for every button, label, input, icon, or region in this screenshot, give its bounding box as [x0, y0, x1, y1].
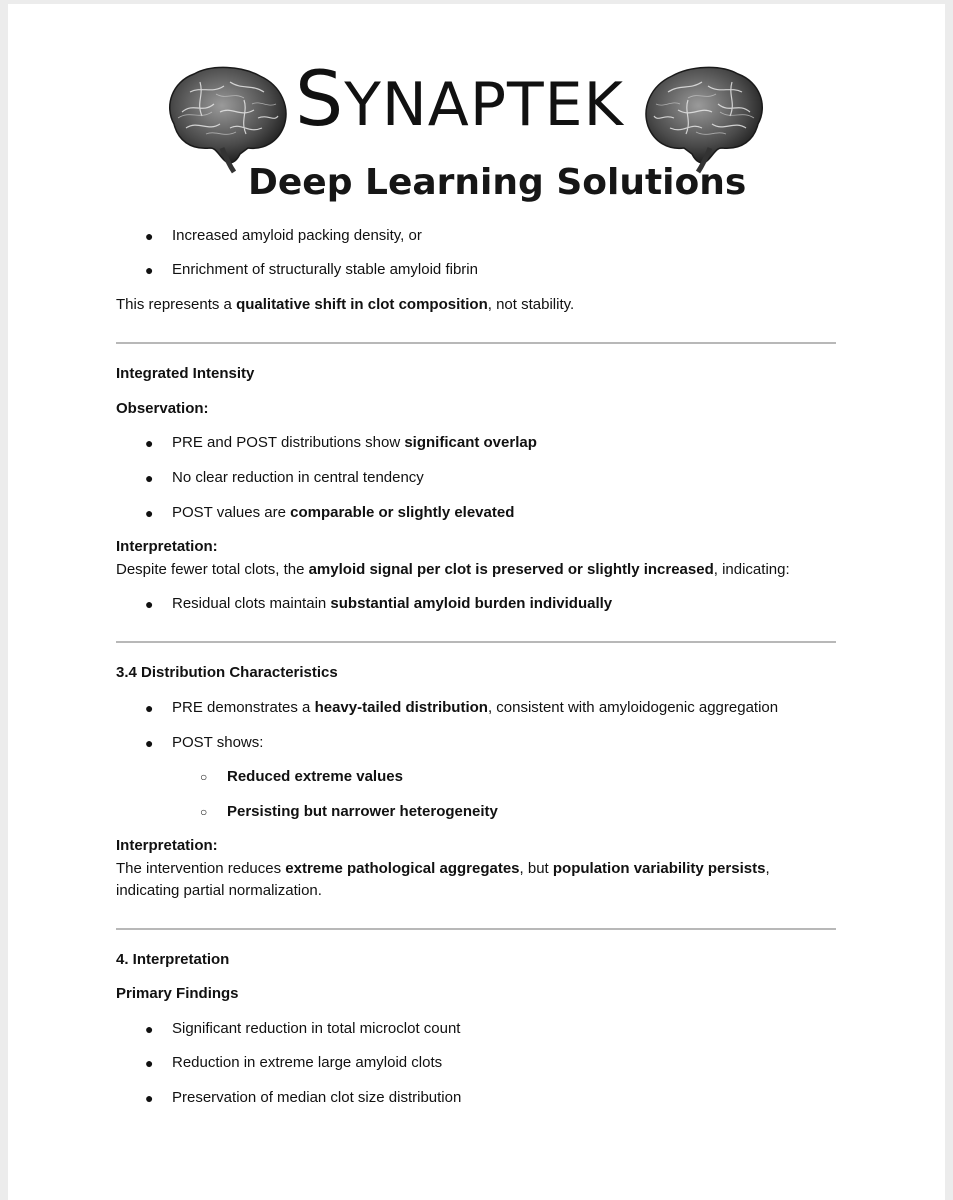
section-divider: [116, 928, 836, 930]
sub-list-item: ○ Reduced extreme values: [227, 766, 403, 788]
brand-tagline: Deep Learning Solutions: [248, 162, 747, 203]
list-item: ● POST shows:: [172, 732, 263, 754]
brand-name: [295, 54, 655, 143]
hollow-bullet-icon: ○: [200, 770, 208, 784]
list-item: ● Residual clots maintain substantial amyloid burden individually: [172, 593, 612, 615]
brand-header: [8, 4, 945, 219]
bullet-icon: ●: [145, 435, 154, 451]
brand-name-rest: YNAPTEK: [344, 70, 624, 140]
list-item: ● PRE and POST distributions show significant overlap: [172, 432, 537, 454]
bullet-icon: ●: [145, 1055, 154, 1071]
document-page: [8, 4, 945, 1200]
subsection-heading: Primary Findings: [116, 985, 239, 1002]
list-item: ● POST values are comparable or slightly elevated: [172, 502, 514, 524]
brand-name-initial: S: [295, 54, 345, 143]
section-divider: [116, 342, 836, 344]
paragraph: indicating partial normalization.: [116, 882, 322, 899]
bullet-icon: ●: [145, 735, 154, 751]
bullet-icon: ●: [145, 228, 154, 244]
bullet-icon: ●: [145, 700, 154, 716]
list-item: ● Reduction in extreme large amyloid clots: [172, 1052, 442, 1074]
list-item: ● Significant reduction in total microclot count: [172, 1018, 460, 1040]
label-interpretation: Interpretation:: [116, 837, 218, 854]
paragraph: This represents a qualitative shift in clot composition, not stability.: [116, 296, 575, 313]
list-item: ● PRE demonstrates a heavy-tailed distribution, consistent with amyloidogenic aggregation: [172, 697, 778, 719]
hollow-bullet-icon: ○: [200, 805, 208, 819]
label-interpretation: Interpretation:: [116, 538, 218, 555]
section-divider: [116, 641, 836, 643]
bullet-icon: ●: [145, 262, 154, 278]
sub-list-item: ○ Persisting but narrower heterogeneity: [227, 801, 498, 823]
paragraph: The intervention reduces extreme pathological aggregates, but population variability persists,: [116, 860, 770, 877]
list-item: ● No clear reduction in central tendency: [172, 467, 424, 489]
section-heading: Integrated Intensity: [116, 365, 255, 382]
bullet-icon: ●: [145, 1021, 154, 1037]
section-heading: 3.4 Distribution Characteristics: [116, 664, 338, 681]
bullet-icon: ●: [145, 596, 154, 612]
label-observation: Observation:: [116, 400, 209, 417]
bullet-icon: ●: [145, 505, 154, 521]
list-item: ● Preservation of median clot size distribution: [172, 1087, 461, 1109]
section-heading: 4. Interpretation: [116, 951, 230, 968]
list-item: ● Increased amyloid packing density, or: [172, 225, 422, 247]
bullet-icon: ●: [145, 470, 154, 486]
bullet-icon: ●: [145, 1090, 154, 1106]
brain-icon: [640, 62, 772, 174]
paragraph: Despite fewer total clots, the amyloid signal per clot is preserved or slightly increased, indicating:: [116, 561, 790, 578]
list-item: ● Enrichment of structurally stable amyloid fibrin: [172, 259, 478, 281]
